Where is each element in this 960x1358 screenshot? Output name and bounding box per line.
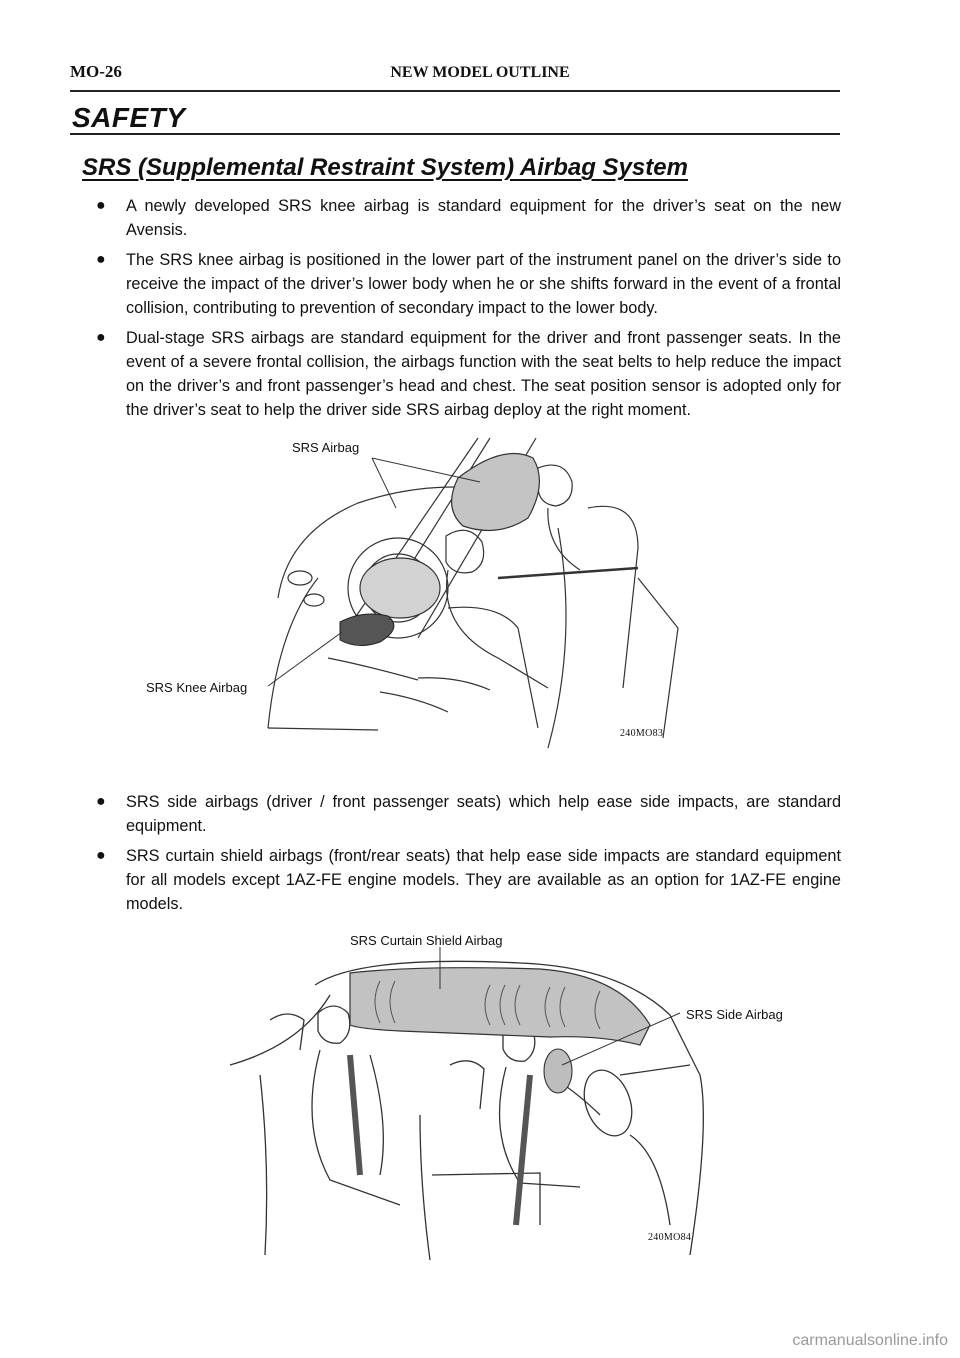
bullet-list-first	[96, 194, 841, 428]
front-airbag-figure	[118, 428, 718, 750]
list-item	[96, 326, 841, 422]
subsection-title: SRS (Supplemental Restraint System) Airbag System	[82, 154, 688, 181]
section-title: SAFETY	[72, 102, 186, 133]
bullet-text: A newly developed SRS knee airbag is standard equipment for the driver’s seat on the new Avensis.	[126, 197, 841, 239]
page-code: MO-26	[70, 62, 122, 81]
bullet-icon: ●	[96, 793, 106, 810]
bullet-text: Dual-stage SRS airbags are standard equipment for the driver and front passenger seats. In the event of a severe frontal collision, the airbags function with the seat belts to help reduce the impact on the driver’s and front passenger’s head and chest. The seat position sensor is adopted only for the driver’s seat to help the driver side SRS airbag deploy at the right moment.	[126, 329, 841, 419]
bullet-icon: ●	[96, 251, 106, 268]
bullet-text: SRS side airbags (driver / front passenger seats) which help ease side impacts, are standard equipment.	[126, 793, 841, 835]
figure-code: 240MO83	[620, 728, 664, 739]
bullet-icon: ●	[96, 329, 106, 346]
knee-airbag-shape	[340, 614, 394, 646]
bullet-icon: ●	[96, 847, 106, 864]
bullet-text: The SRS knee airbag is positioned in the lower part of the instrument panel on the driver’s side to receive the impact of the driver’s lower body when he or she shifts forward in the event of a frontal collision, contributing to prevention of secondary impact to the lower body.	[126, 251, 841, 317]
list-item	[96, 248, 841, 320]
running-head: NEW MODEL OUTLINE	[390, 64, 570, 81]
side-airbag-label: SRS Side Airbag	[686, 1007, 783, 1022]
list-item	[96, 194, 841, 242]
list-item	[96, 844, 841, 916]
list-item	[96, 790, 841, 838]
section-rule	[70, 133, 840, 135]
top-rule	[70, 90, 840, 92]
front-airbag-illustration	[118, 428, 718, 750]
passenger-airbag-shape	[452, 454, 540, 531]
bullet-list-second	[96, 790, 841, 922]
side-airbag-figure	[220, 925, 810, 1260]
bullet-icon: ●	[96, 197, 106, 214]
driver-airbag-shape	[360, 558, 440, 618]
knee-airbag-label: SRS Knee Airbag	[146, 680, 248, 695]
watermark: carmanualsonline.info	[792, 1332, 948, 1349]
side-airbag-shape	[544, 1049, 572, 1093]
bullet-text: SRS curtain shield airbags (front/rear seats) that help ease side impacts are standard equipment for all models except 1AZ-FE engine models. They are available as an option for 1AZ-FE engine models.	[126, 847, 841, 913]
airbag-label: SRS Airbag	[292, 440, 360, 455]
side-airbag-illustration	[220, 925, 810, 1260]
figure-code: 240MO84	[648, 1232, 692, 1243]
curtain-airbag-label: SRS Curtain Shield Airbag	[350, 933, 503, 948]
